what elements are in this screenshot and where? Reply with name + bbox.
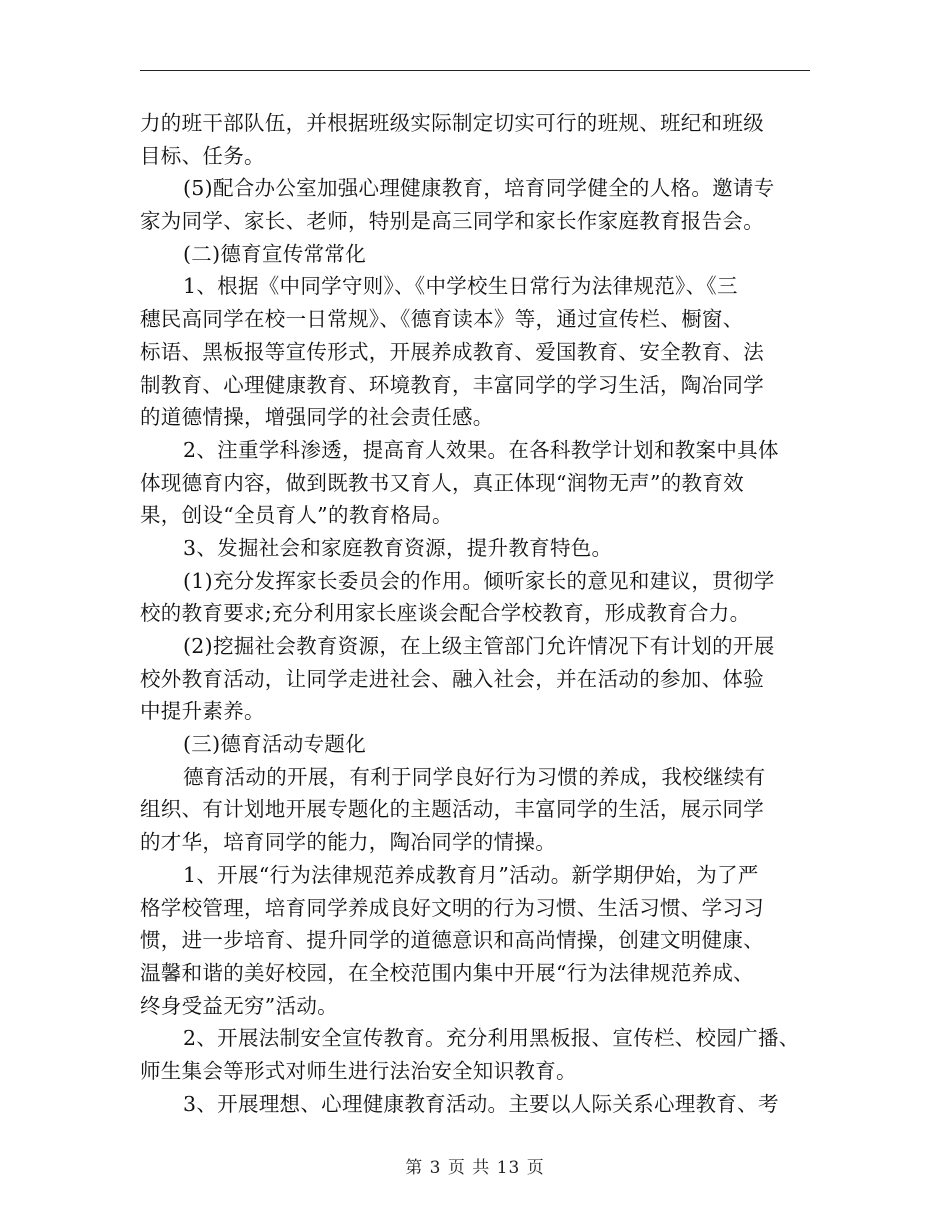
- text-line: 终身受益无穷”活动。: [140, 993, 338, 1018]
- text-line: 校外教育活动，让同学走进社会、融入社会，并在活动的参加、体验: [140, 666, 764, 691]
- text-line: 惯，进一步培育、提升同学的道德意识和高尚情操，创建文明健康、: [140, 928, 764, 953]
- text-line: 格学校管理，培育同学养成良好文明的行为习惯、生活习惯、学习习: [140, 895, 764, 920]
- text-line: 家为同学、家长、老师，特别是高三同学和家长作家庭教育报告会。: [140, 209, 764, 234]
- text-line: 目标、任务。: [140, 143, 265, 168]
- page-number-footer: 第 3 页 共 13 页: [405, 1158, 545, 1178]
- text-line: 1、根据《中同学守则》、《中学校生日常行为法律规范》、《三: [183, 274, 738, 299]
- text-line: 温馨和谐的美好校园，在全校范围内集中开展“行为法律规范养成、: [140, 960, 754, 985]
- text-line: (三)德育活动专题化: [183, 732, 366, 757]
- text-line: 2、开展法制安全宣传教育。充分利用黑板报、宣传栏、校园广播、: [183, 1026, 800, 1051]
- text-line: 德育活动的开展，有利于同学良好行为习惯的养成，我校继续有: [183, 764, 766, 789]
- text-line: 力的班干部队伍，并根据班级实际制定切实可行的班规、班纪和班级: [140, 111, 764, 135]
- text-line: 的才华，培育同学的能力，陶冶同学的情操。: [140, 830, 556, 855]
- text-line: 穗民高同学在校一日常规》、《德育读本》等，通过宣传栏、橱窗、: [140, 307, 744, 332]
- text-line: 标语、黑板报等宣传形式，开展养成教育、爱国教育、安全教育、法: [140, 339, 764, 364]
- text-line: 果，创设“全员育人”的教育格局。: [140, 503, 453, 528]
- text-line: 2、注重学科渗透，提高育人效果。在各科教学计划和教案中具体: [183, 437, 779, 462]
- text-line: 中提升素养。: [140, 699, 265, 724]
- text-line: (1)充分发挥家长委员会的作用。倾听家长的意见和建议，贯彻学: [183, 568, 775, 593]
- text-line: 3、开展理想、心理健康教育活动。主要以人际关系心理教育、考: [183, 1091, 779, 1116]
- text-line: 校的教育要求;充分利用家长座谈会配合学校教育，形成教育合力。: [140, 601, 751, 626]
- text-line: 组织、有计划地开展专题化的主题活动，丰富同学的生活，展示同学: [140, 797, 764, 822]
- text-line: 1、开展“行为法律规范养成教育月”活动。新学期伊始，为了严: [183, 862, 759, 887]
- header-rule: [140, 70, 810, 71]
- text-line: 3、发掘社会和家庭教育资源，提升教育特色。: [183, 535, 613, 560]
- text-line: 的道德情操，增强同学的社会责任感。: [140, 405, 494, 430]
- text-line: 体现德育内容，做到既教书又育人，真正体现“润物无声”的教育效: [140, 470, 744, 495]
- text-line: (2)挖掘社会教育资源，在上级主管部门允许情况下有计划的开展: [183, 634, 775, 658]
- text-line: 师生集会等形式对师生进行法治安全知识教育。: [140, 1058, 577, 1083]
- text-line: 制教育、心理健康教育、环境教育，丰富同学的学习生活，陶冶同学: [140, 372, 764, 397]
- text-line: (5)配合办公室加强心理健康教育，培育同学健全的人格。邀请专: [183, 176, 775, 201]
- document-body: [140, 107, 820, 1120]
- text-line: (二)德育宣传常常化: [183, 241, 366, 266]
